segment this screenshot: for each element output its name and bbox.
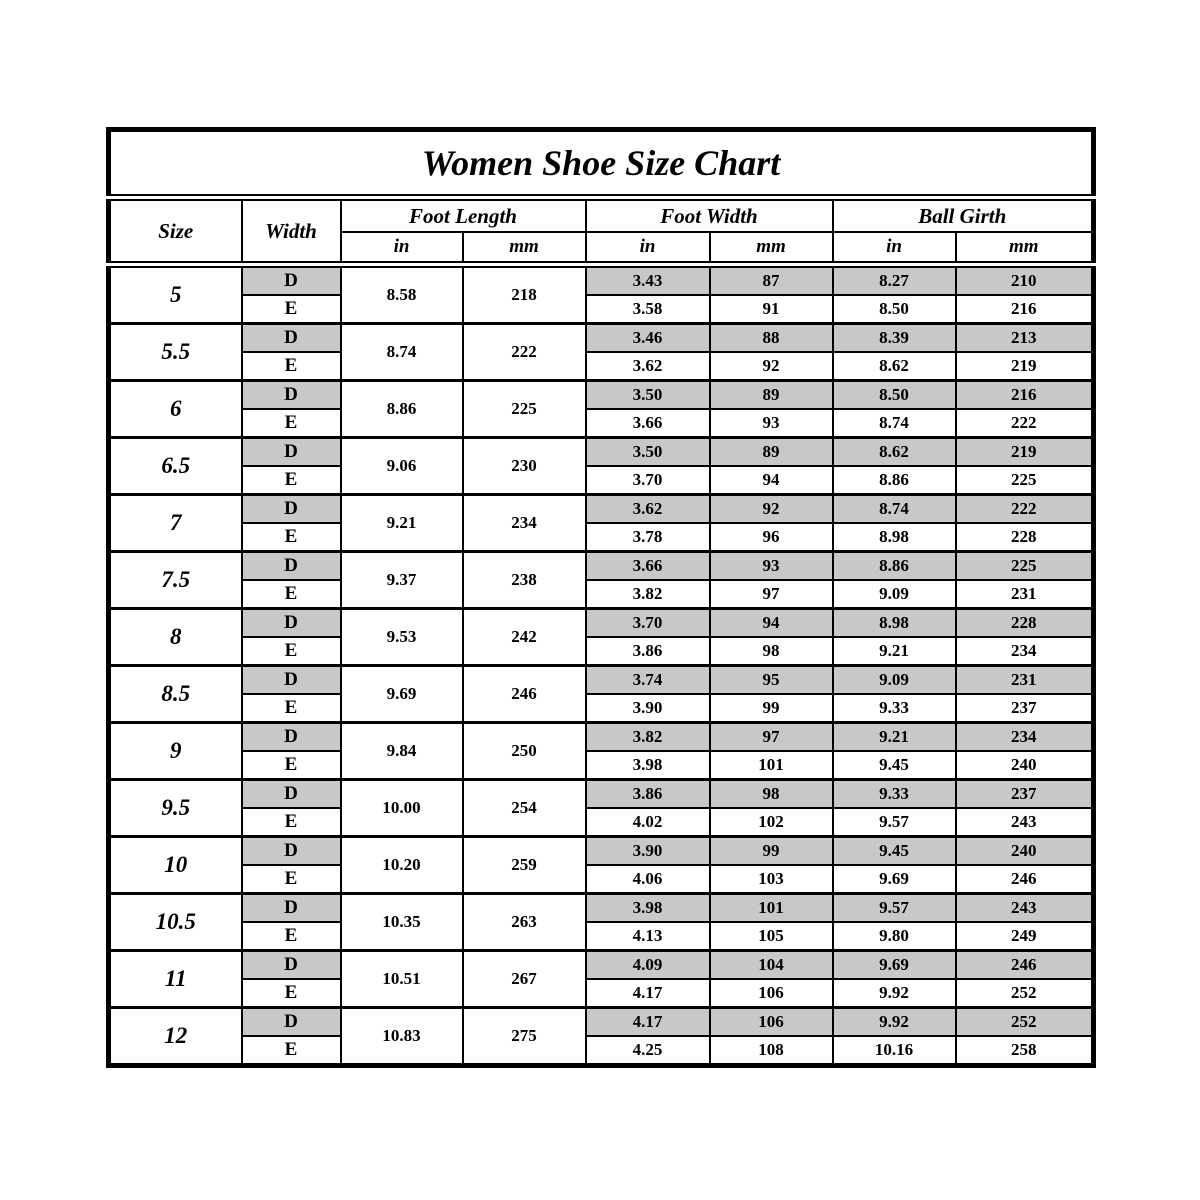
title-row [109, 130, 1094, 198]
foot-width-mm-e-cell: 102 [710, 808, 833, 837]
width-e-cell: E [242, 1036, 341, 1066]
ball-girth-mm-e-cell: 225 [956, 466, 1094, 495]
foot-width-in-e-cell: 4.13 [586, 922, 710, 951]
width-d-cell: D [242, 609, 341, 638]
width-d-cell: D [242, 951, 341, 980]
size-cell: 10.5 [109, 894, 242, 951]
ball-girth-mm-d-cell: 225 [956, 552, 1094, 581]
foot-width-in-e-cell: 4.02 [586, 808, 710, 837]
width-e-cell: E [242, 523, 341, 552]
ball-girth-mm-e-cell: 219 [956, 352, 1094, 381]
foot-width-in-d-cell: 3.50 [586, 381, 710, 410]
column-header-size: Size [109, 198, 242, 265]
size-cell: 5 [109, 265, 242, 324]
ball-girth-in-e-cell: 9.57 [833, 808, 956, 837]
foot-length-mm-cell: 225 [463, 381, 586, 438]
ball-girth-in-e-cell: 9.80 [833, 922, 956, 951]
foot-width-in-e-cell: 3.90 [586, 694, 710, 723]
size-cell: 7.5 [109, 552, 242, 609]
foot-length-in-cell: 9.84 [341, 723, 463, 780]
foot-length-in-cell: 8.58 [341, 265, 463, 324]
foot-width-mm-e-cell: 106 [710, 979, 833, 1008]
width-d-cell: D [242, 837, 341, 866]
shoe-size-chart-table [106, 127, 1096, 1068]
foot-width-mm-d-cell: 97 [710, 723, 833, 752]
size-9.5-row-e [109, 808, 1094, 837]
size-8.5-row-d [109, 666, 1094, 695]
foot-width-in-e-cell: 3.62 [586, 352, 710, 381]
width-d-cell: D [242, 438, 341, 467]
foot-length-mm-cell: 275 [463, 1008, 586, 1066]
foot-width-in-d-cell: 3.74 [586, 666, 710, 695]
foot-width-in-d-cell: 3.86 [586, 780, 710, 809]
ball-girth-in-d-cell: 8.39 [833, 324, 956, 353]
foot-length-mm-cell: 250 [463, 723, 586, 780]
width-e-cell: E [242, 922, 341, 951]
ball-girth-in-e-cell: 8.62 [833, 352, 956, 381]
size-8-row-e [109, 637, 1094, 666]
ball-girth-mm-d-cell: 222 [956, 495, 1094, 524]
size-10-row-d [109, 837, 1094, 866]
foot-width-in-d-cell: 3.90 [586, 837, 710, 866]
foot-width-mm-d-cell: 101 [710, 894, 833, 923]
ball-girth-in-e-cell: 9.92 [833, 979, 956, 1008]
ball-girth-mm-d-cell: 216 [956, 381, 1094, 410]
ball-girth-mm-e-cell: 231 [956, 580, 1094, 609]
size-5.5-row-d [109, 324, 1094, 353]
size-cell: 8.5 [109, 666, 242, 723]
ball-girth-in-d-cell: 9.21 [833, 723, 956, 752]
ball-girth-mm-e-cell: 228 [956, 523, 1094, 552]
width-e-cell: E [242, 409, 341, 438]
foot-length-mm-cell: 259 [463, 837, 586, 894]
subheader-foot-width-in: in [586, 232, 710, 265]
foot-width-in-d-cell: 4.17 [586, 1008, 710, 1037]
size-cell: 6.5 [109, 438, 242, 495]
foot-width-mm-d-cell: 104 [710, 951, 833, 980]
size-cell: 8 [109, 609, 242, 666]
column-header-ball-girth: Ball Girth [833, 198, 1094, 233]
size-6.5-row-e [109, 466, 1094, 495]
foot-length-mm-cell: 230 [463, 438, 586, 495]
foot-length-in-cell: 9.37 [341, 552, 463, 609]
foot-length-in-cell: 10.00 [341, 780, 463, 837]
size-11-row-d [109, 951, 1094, 980]
width-d-cell: D [242, 666, 341, 695]
foot-length-mm-cell: 242 [463, 609, 586, 666]
column-header-width: Width [242, 198, 341, 265]
size-9-row-d [109, 723, 1094, 752]
ball-girth-mm-d-cell: 246 [956, 951, 1094, 980]
foot-length-mm-cell: 246 [463, 666, 586, 723]
ball-girth-in-d-cell: 8.74 [833, 495, 956, 524]
ball-girth-mm-d-cell: 243 [956, 894, 1094, 923]
width-d-cell: D [242, 1008, 341, 1037]
ball-girth-in-d-cell: 9.45 [833, 837, 956, 866]
foot-width-mm-e-cell: 108 [710, 1036, 833, 1066]
width-e-cell: E [242, 295, 341, 324]
width-e-cell: E [242, 466, 341, 495]
foot-width-in-d-cell: 3.43 [586, 265, 710, 296]
size-7-row-d [109, 495, 1094, 524]
ball-girth-mm-d-cell: 252 [956, 1008, 1094, 1037]
width-d-cell: D [242, 495, 341, 524]
size-5-row-d [109, 265, 1094, 296]
foot-width-in-d-cell: 3.98 [586, 894, 710, 923]
size-10-row-e [109, 865, 1094, 894]
foot-length-mm-cell: 238 [463, 552, 586, 609]
foot-width-mm-e-cell: 101 [710, 751, 833, 780]
size-cell: 9.5 [109, 780, 242, 837]
foot-width-in-d-cell: 4.09 [586, 951, 710, 980]
foot-width-in-e-cell: 4.25 [586, 1036, 710, 1066]
size-cell: 9 [109, 723, 242, 780]
foot-width-in-d-cell: 3.66 [586, 552, 710, 581]
foot-length-in-cell: 9.06 [341, 438, 463, 495]
size-cell: 6 [109, 381, 242, 438]
ball-girth-in-e-cell: 9.09 [833, 580, 956, 609]
foot-width-in-d-cell: 3.62 [586, 495, 710, 524]
header-group-row [109, 198, 1094, 233]
size-5-row-e [109, 295, 1094, 324]
size-cell: 12 [109, 1008, 242, 1066]
width-e-cell: E [242, 865, 341, 894]
ball-girth-in-d-cell: 8.50 [833, 381, 956, 410]
foot-length-mm-cell: 267 [463, 951, 586, 1008]
foot-width-mm-d-cell: 87 [710, 265, 833, 296]
ball-girth-mm-e-cell: 249 [956, 922, 1094, 951]
size-6-row-d [109, 381, 1094, 410]
foot-width-mm-e-cell: 93 [710, 409, 833, 438]
size-12-row-d [109, 1008, 1094, 1037]
foot-length-in-cell: 9.53 [341, 609, 463, 666]
foot-width-mm-d-cell: 88 [710, 324, 833, 353]
foot-width-in-d-cell: 3.46 [586, 324, 710, 353]
width-d-cell: D [242, 894, 341, 923]
foot-width-mm-d-cell: 95 [710, 666, 833, 695]
subheader-foot-width-mm: mm [710, 232, 833, 265]
size-cell: 5.5 [109, 324, 242, 381]
foot-length-mm-cell: 222 [463, 324, 586, 381]
foot-width-mm-d-cell: 99 [710, 837, 833, 866]
foot-width-mm-e-cell: 98 [710, 637, 833, 666]
ball-girth-in-d-cell: 8.27 [833, 265, 956, 296]
ball-girth-in-e-cell: 8.98 [833, 523, 956, 552]
foot-width-in-e-cell: 3.66 [586, 409, 710, 438]
ball-girth-in-e-cell: 8.74 [833, 409, 956, 438]
size-6.5-row-d [109, 438, 1094, 467]
width-e-cell: E [242, 637, 341, 666]
ball-girth-mm-d-cell: 213 [956, 324, 1094, 353]
size-10.5-row-d [109, 894, 1094, 923]
ball-girth-mm-e-cell: 216 [956, 295, 1094, 324]
subheader-ball-girth-in: in [833, 232, 956, 265]
foot-width-mm-e-cell: 97 [710, 580, 833, 609]
ball-girth-mm-e-cell: 243 [956, 808, 1094, 837]
ball-girth-in-d-cell: 9.92 [833, 1008, 956, 1037]
ball-girth-mm-d-cell: 240 [956, 837, 1094, 866]
foot-width-in-e-cell: 3.70 [586, 466, 710, 495]
foot-length-in-cell: 9.69 [341, 666, 463, 723]
ball-girth-mm-d-cell: 234 [956, 723, 1094, 752]
width-d-cell: D [242, 552, 341, 581]
ball-girth-mm-d-cell: 219 [956, 438, 1094, 467]
size-7.5-row-e [109, 580, 1094, 609]
table-header [109, 130, 1094, 265]
ball-girth-mm-e-cell: 237 [956, 694, 1094, 723]
size-10.5-row-e [109, 922, 1094, 951]
subheader-foot-length-mm: mm [463, 232, 586, 265]
ball-girth-in-e-cell: 9.33 [833, 694, 956, 723]
size-9.5-row-d [109, 780, 1094, 809]
ball-girth-in-e-cell: 9.69 [833, 865, 956, 894]
size-12-row-e [109, 1036, 1094, 1066]
size-8.5-row-e [109, 694, 1094, 723]
foot-length-mm-cell: 263 [463, 894, 586, 951]
width-d-cell: D [242, 265, 341, 296]
foot-width-mm-d-cell: 98 [710, 780, 833, 809]
foot-width-mm-d-cell: 92 [710, 495, 833, 524]
foot-length-in-cell: 10.51 [341, 951, 463, 1008]
foot-width-mm-e-cell: 103 [710, 865, 833, 894]
foot-width-in-e-cell: 3.78 [586, 523, 710, 552]
width-e-cell: E [242, 580, 341, 609]
ball-girth-mm-d-cell: 228 [956, 609, 1094, 638]
foot-width-mm-d-cell: 89 [710, 438, 833, 467]
width-e-cell: E [242, 352, 341, 381]
ball-girth-in-e-cell: 9.21 [833, 637, 956, 666]
foot-width-in-e-cell: 4.06 [586, 865, 710, 894]
foot-width-mm-d-cell: 106 [710, 1008, 833, 1037]
foot-width-in-d-cell: 3.82 [586, 723, 710, 752]
width-d-cell: D [242, 780, 341, 809]
size-11-row-e [109, 979, 1094, 1008]
size-7.5-row-d [109, 552, 1094, 581]
ball-girth-in-d-cell: 9.57 [833, 894, 956, 923]
size-6-row-e [109, 409, 1094, 438]
width-e-cell: E [242, 751, 341, 780]
foot-width-mm-e-cell: 99 [710, 694, 833, 723]
ball-girth-in-d-cell: 9.69 [833, 951, 956, 980]
size-5.5-row-e [109, 352, 1094, 381]
size-cell: 11 [109, 951, 242, 1008]
foot-width-in-e-cell: 4.17 [586, 979, 710, 1008]
size-cell: 7 [109, 495, 242, 552]
ball-girth-mm-e-cell: 258 [956, 1036, 1094, 1066]
ball-girth-mm-d-cell: 237 [956, 780, 1094, 809]
size-9-row-e [109, 751, 1094, 780]
size-8-row-d [109, 609, 1094, 638]
ball-girth-in-d-cell: 8.86 [833, 552, 956, 581]
size-cell: 10 [109, 837, 242, 894]
foot-length-mm-cell: 218 [463, 265, 586, 324]
ball-girth-mm-d-cell: 210 [956, 265, 1094, 296]
foot-length-in-cell: 10.83 [341, 1008, 463, 1066]
foot-length-in-cell: 9.21 [341, 495, 463, 552]
foot-width-mm-e-cell: 91 [710, 295, 833, 324]
ball-girth-mm-e-cell: 240 [956, 751, 1094, 780]
width-d-cell: D [242, 381, 341, 410]
foot-width-in-d-cell: 3.50 [586, 438, 710, 467]
ball-girth-in-e-cell: 9.45 [833, 751, 956, 780]
foot-length-in-cell: 8.86 [341, 381, 463, 438]
foot-width-mm-e-cell: 96 [710, 523, 833, 552]
ball-girth-mm-e-cell: 252 [956, 979, 1094, 1008]
ball-girth-in-d-cell: 9.09 [833, 666, 956, 695]
size-7-row-e [109, 523, 1094, 552]
foot-width-in-e-cell: 3.86 [586, 637, 710, 666]
foot-width-in-e-cell: 3.98 [586, 751, 710, 780]
subheader-ball-girth-mm: mm [956, 232, 1094, 265]
foot-width-in-e-cell: 3.82 [586, 580, 710, 609]
width-e-cell: E [242, 808, 341, 837]
ball-girth-in-d-cell: 8.98 [833, 609, 956, 638]
ball-girth-mm-e-cell: 234 [956, 637, 1094, 666]
ball-girth-in-e-cell: 10.16 [833, 1036, 956, 1066]
ball-girth-in-d-cell: 8.62 [833, 438, 956, 467]
foot-width-in-e-cell: 3.58 [586, 295, 710, 324]
column-header-foot-width: Foot Width [586, 198, 833, 233]
foot-length-in-cell: 8.74 [341, 324, 463, 381]
foot-length-mm-cell: 234 [463, 495, 586, 552]
foot-length-mm-cell: 254 [463, 780, 586, 837]
width-d-cell: D [242, 324, 341, 353]
ball-girth-in-e-cell: 8.86 [833, 466, 956, 495]
foot-width-mm-d-cell: 89 [710, 381, 833, 410]
ball-girth-in-d-cell: 9.33 [833, 780, 956, 809]
width-e-cell: E [242, 694, 341, 723]
foot-width-mm-e-cell: 92 [710, 352, 833, 381]
width-d-cell: D [242, 723, 341, 752]
foot-width-mm-d-cell: 93 [710, 552, 833, 581]
column-header-foot-length: Foot Length [341, 198, 586, 233]
chart-title: Women Shoe Size Chart [109, 130, 1094, 198]
foot-width-in-d-cell: 3.70 [586, 609, 710, 638]
subheader-foot-length-in: in [341, 232, 463, 265]
table-body [109, 265, 1094, 1066]
ball-girth-mm-e-cell: 246 [956, 865, 1094, 894]
width-e-cell: E [242, 979, 341, 1008]
ball-girth-mm-d-cell: 231 [956, 666, 1094, 695]
foot-width-mm-e-cell: 105 [710, 922, 833, 951]
ball-girth-mm-e-cell: 222 [956, 409, 1094, 438]
foot-width-mm-e-cell: 94 [710, 466, 833, 495]
ball-girth-in-e-cell: 8.50 [833, 295, 956, 324]
foot-width-mm-d-cell: 94 [710, 609, 833, 638]
foot-length-in-cell: 10.20 [341, 837, 463, 894]
foot-length-in-cell: 10.35 [341, 894, 463, 951]
